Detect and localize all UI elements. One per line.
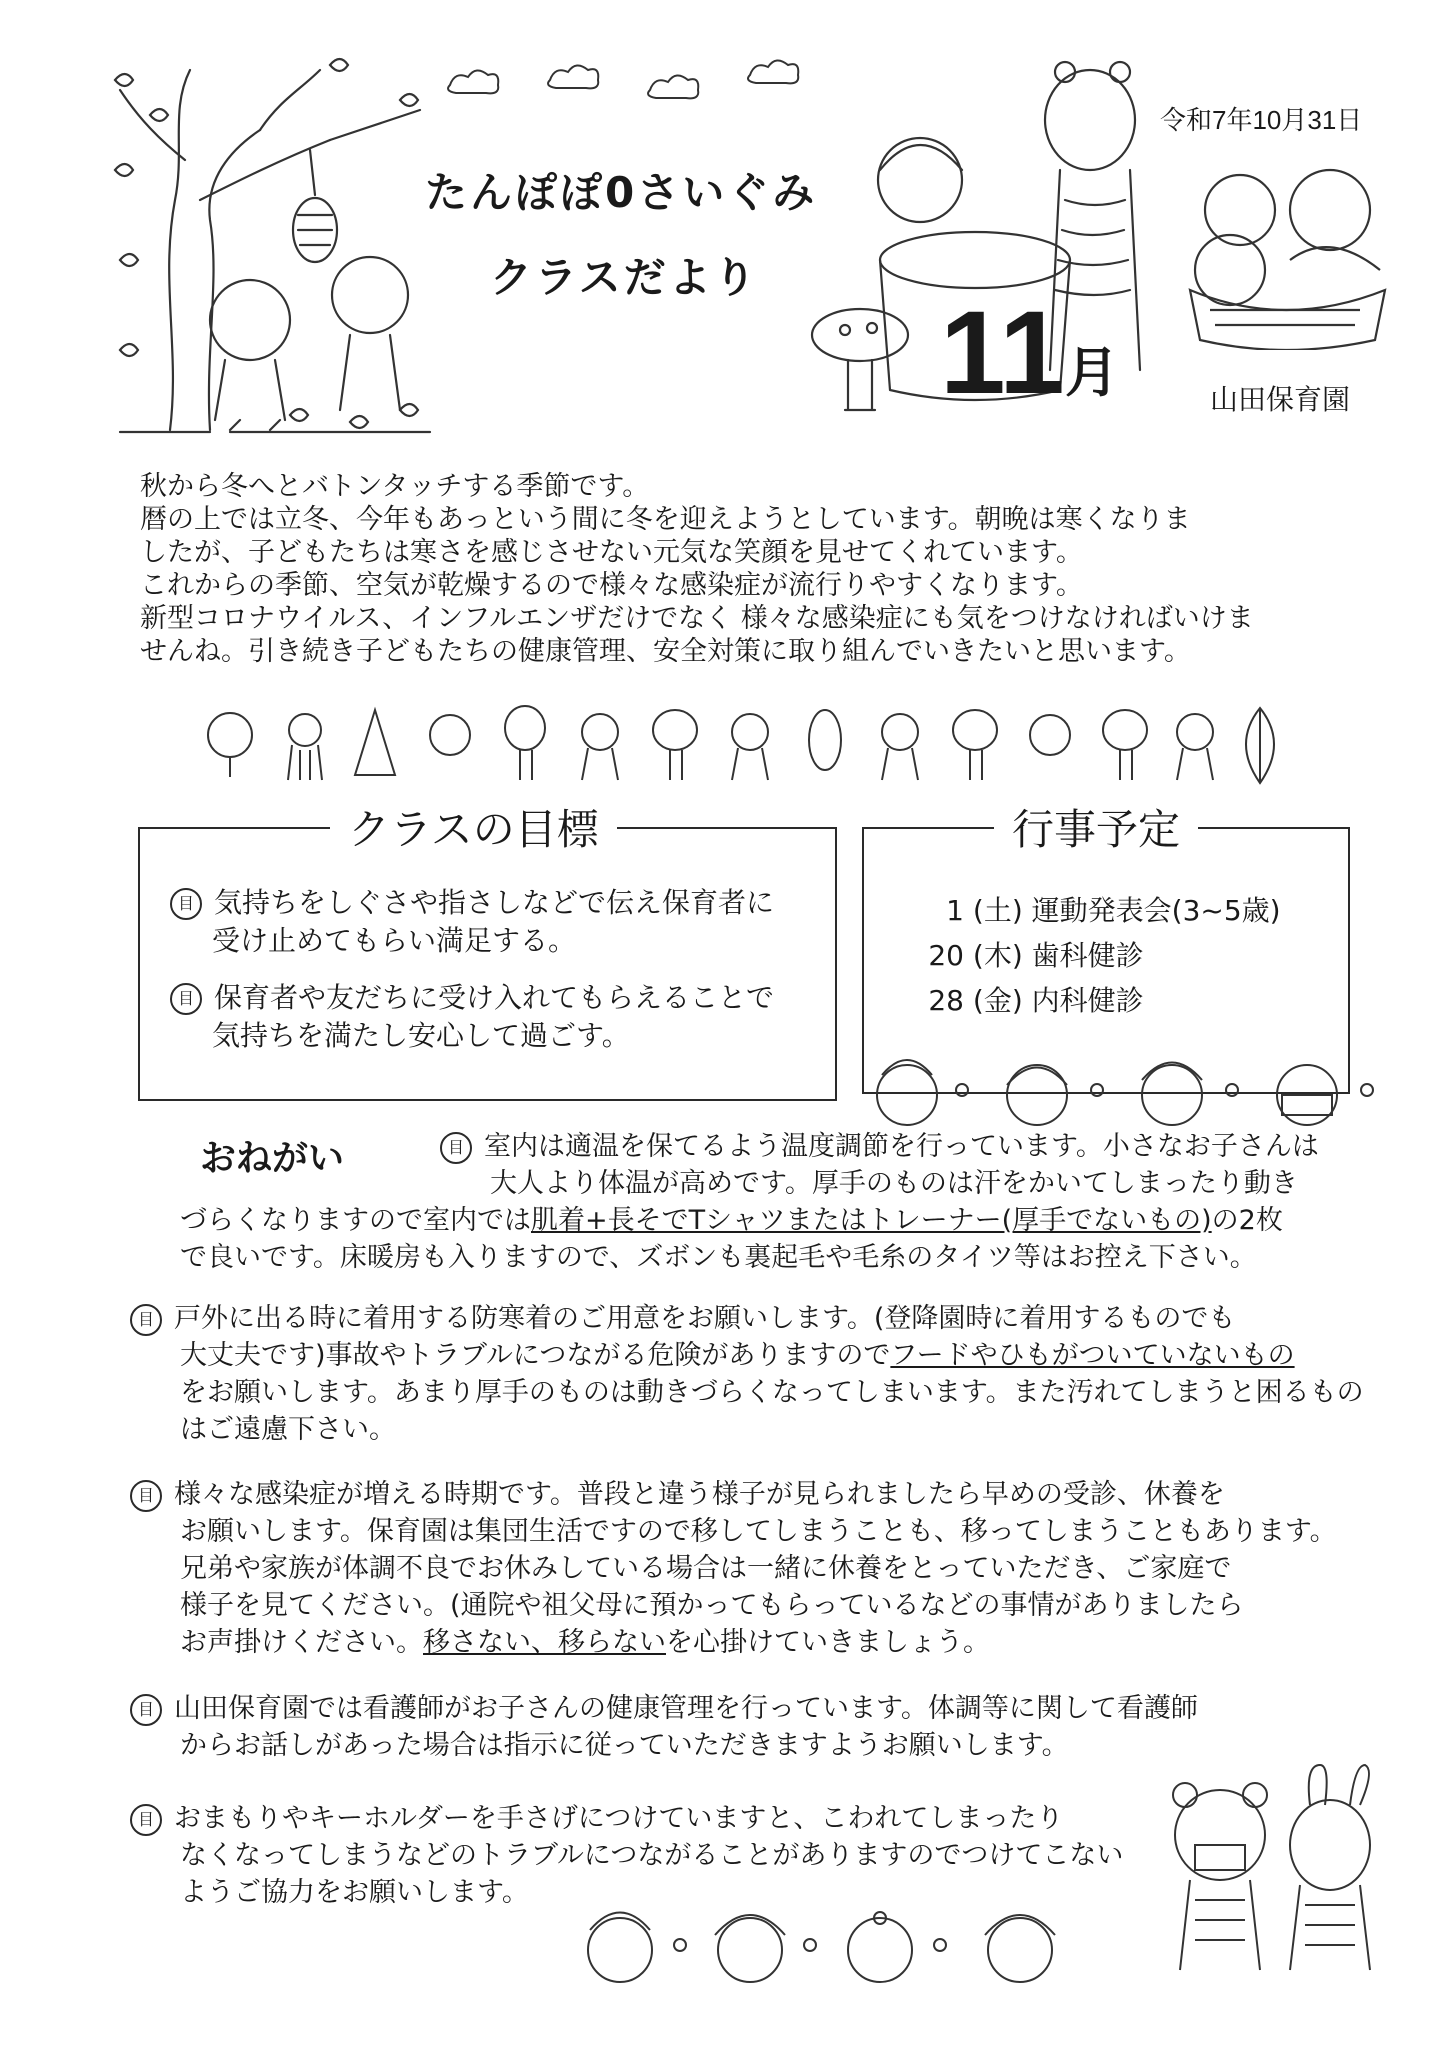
acorn-mushroom-border-icon xyxy=(200,700,1280,790)
request-item xyxy=(130,1300,1364,1448)
event-weekday: (木) xyxy=(972,939,1023,972)
request-text: 兄弟や家族が体調不良でお休みしている場合は一緒に休養をとっていただき、ご家庭で xyxy=(180,1553,1232,1584)
request-item xyxy=(130,1690,1198,1764)
staff-faces-illustration xyxy=(862,1040,1382,1135)
intro-line: これからの季節、空気が乾燥するので様々な感染症が流行りやすくなります。 xyxy=(140,570,1083,601)
goal-item xyxy=(170,884,774,960)
goal-text: 受け止めてもらい満足する。 xyxy=(212,924,577,957)
request-text: お願いします。保育園は集団生活ですので移してしまうことも、移ってしまうこともあります。 xyxy=(180,1516,1337,1547)
intro-line: 新型コロナウイルス、インフルエンザだけでなく 様々な感染症にも気をつけなければいけま xyxy=(140,603,1254,634)
request-text: からお話しがあった場合は指示に従っていただきますようお願いします。 xyxy=(180,1730,1069,1761)
item-mark-icon: 目 xyxy=(440,1132,472,1164)
fruit-basket-illustration xyxy=(1170,150,1400,350)
request-text: なくなってしまうなどのトラブルにつながることがありますのでつけてこない xyxy=(180,1840,1124,1871)
event-name: 歯科健診 xyxy=(1031,939,1144,972)
request-text-underlined: 肌着+長そでTシャツまたはトレーナー(厚手でないもの) xyxy=(531,1205,1212,1236)
goal-text: 保育者や友だちに受け入れてもらえることで xyxy=(214,981,775,1014)
events-title: 行事予定 xyxy=(994,797,1198,857)
issue-date: 令和7年10月31日 xyxy=(1160,105,1363,135)
event-day: 1 xyxy=(946,894,964,927)
month-kanji: 月 xyxy=(1065,341,1119,404)
request-text: おまもりやキーホルダーを手さげにつけていますと、こわれてしまったり xyxy=(174,1803,1064,1834)
request-text: 大人より体温が高めです。厚手のものは汗をかいてしまったり動き xyxy=(490,1168,1298,1199)
goal-text: 気持ちをしぐさや指さしなどで伝え保育者に xyxy=(214,886,775,919)
intro-line: 暦の上では立冬、今年もあっという間に冬を迎えようとしています。朝晩は寒くなりま xyxy=(140,504,1191,535)
kids-faces-illustration xyxy=(580,1890,1100,1990)
event-name: 内科健診 xyxy=(1031,984,1144,1017)
request-text: の2枚 xyxy=(1211,1205,1283,1236)
request-text: を心掛けていきましょう。 xyxy=(666,1627,990,1658)
goal-text: 気持ちを満たし安心して過ごす。 xyxy=(212,1019,630,1052)
request-text: はご遠慮下さい。 xyxy=(180,1414,396,1445)
request-text-underlined: 移さない、移らない xyxy=(423,1627,666,1658)
intro-paragraph xyxy=(140,470,1340,668)
request-text-underlined: フードやひもがついていないもの xyxy=(890,1340,1295,1371)
request-text: 大丈夫です)事故やトラブルにつながる危険がありますので xyxy=(180,1340,891,1371)
event-row xyxy=(904,979,1144,1019)
request-text: 室内は適温を保てるよう温度調節を行っています。小さなお子さんは xyxy=(484,1131,1319,1162)
item-mark-icon: 目 xyxy=(130,1804,162,1836)
event-day: 20 xyxy=(928,939,964,972)
request-text: 様々な感染症が増える時期です。普段と違う様子が見られましたら早めの受診、休養を xyxy=(174,1479,1225,1510)
event-weekday: (金) xyxy=(972,984,1023,1017)
intro-line: したが、子どもたちは寒さを感じさせない元気な笑顔を見せてくれています。 xyxy=(140,537,1083,568)
item-mark-icon: 目 xyxy=(170,888,202,920)
tree-children-illustration xyxy=(100,50,440,440)
item-mark-icon: 目 xyxy=(130,1304,162,1336)
newsletter-title: たんぽぽ0さいぐみ xyxy=(425,168,818,217)
class-goals-box xyxy=(138,805,837,1101)
request-text: をお願いします。あまり厚手のものは動きづらくなってしまいます。また汚れてしまうと困るもの xyxy=(180,1377,1364,1408)
request-item xyxy=(440,1128,1319,1202)
item-mark-icon: 目 xyxy=(130,1694,162,1726)
request-text: お声掛けください。 xyxy=(180,1627,423,1658)
request-item xyxy=(180,1202,1283,1276)
item-mark-icon: 目 xyxy=(170,983,202,1015)
request-text: で良いです。床暖房も入りますので、ズボンも裏起毛や毛糸のタイツ等はお控え下さい。 xyxy=(180,1242,1257,1273)
request-text: ようご協力をお願いします。 xyxy=(180,1877,529,1908)
event-row xyxy=(904,889,1281,929)
clouds-icon xyxy=(440,55,860,115)
bear-rabbit-masks-illustration xyxy=(1150,1760,1400,1990)
request-text: 様子を見てください。(通院や祖父母に預かってもらっているなどの事情がありましたら xyxy=(180,1590,1244,1621)
event-name: 運動発表会(3~5歳) xyxy=(1031,894,1281,927)
school-name: 山田保育園 xyxy=(1210,384,1351,415)
newsletter-subtitle: クラスだより xyxy=(490,253,759,302)
intro-line: 秋から冬へとバトンタッチする季節です。 xyxy=(140,471,650,502)
event-weekday: (土) xyxy=(972,894,1023,927)
request-text: づらくなりますので室内では xyxy=(180,1205,531,1236)
request-text: 戸外に出る時に着用する防寒着のご用意をお願いします。(登降園時に着用するものでも xyxy=(174,1303,1236,1334)
requests-title: おねがい xyxy=(200,1138,345,1179)
goal-item xyxy=(170,979,774,1055)
intro-line: せんね。引き続き子どもたちの健康管理、安全対策に取り組んでいきたいと思います。 xyxy=(140,636,1191,667)
event-day: 28 xyxy=(928,984,964,1017)
class-goals-title: クラスの目標 xyxy=(330,797,617,857)
item-mark-icon: 目 xyxy=(130,1480,162,1512)
month-number: 11 xyxy=(940,287,1065,419)
event-row xyxy=(904,934,1144,974)
request-text: 山田保育園では看護師がお子さんの健康管理を行っています。体調等に関して看護師 xyxy=(174,1693,1198,1724)
request-item xyxy=(130,1476,1337,1661)
